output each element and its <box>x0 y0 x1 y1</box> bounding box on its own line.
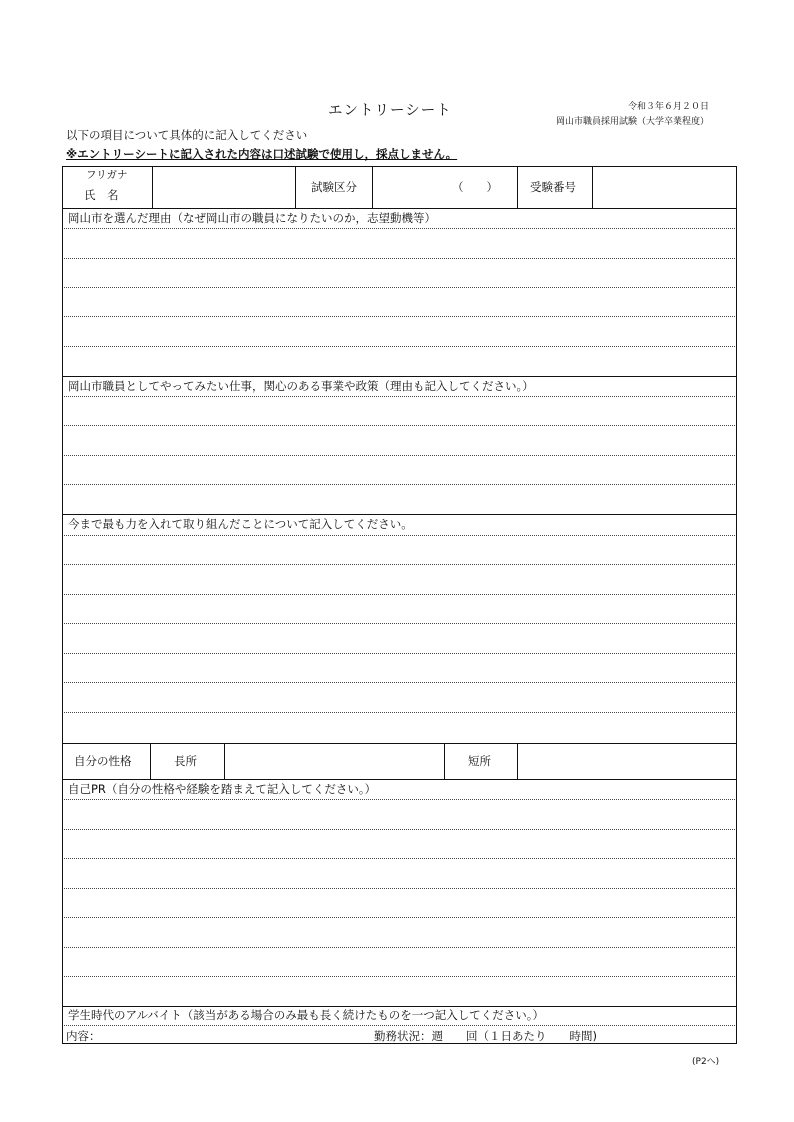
self-pr-line[interactable] <box>64 858 735 859</box>
reason-heading: 岡山市を選んだ理由（なぜ岡山市の職員になりたいのか，志望動機等） <box>68 211 436 225</box>
divider <box>150 743 151 779</box>
name-label: 氏 名 <box>84 188 119 202</box>
form-frame <box>62 166 737 1044</box>
name-field[interactable] <box>153 166 294 208</box>
weakness-label: 短所 <box>468 754 491 768</box>
reason-line[interactable] <box>64 316 735 317</box>
personality-label: 自分の性格 <box>74 754 132 768</box>
work-interest-heading: 岡山市職員としてやってみたい仕事，関心のある事業や政策（理由も記入してください。） <box>68 379 534 393</box>
exam-category-label: 試験区分 <box>311 180 357 194</box>
divider <box>295 166 296 208</box>
notice-text: ※エントリーシートに記入された内容は口述試験で使用し，採点しません。 <box>66 147 458 161</box>
divider <box>62 376 737 377</box>
work-status-text: 勤務状況：週 回（１日あたり 時間) <box>374 1029 597 1043</box>
effort-line[interactable] <box>64 535 735 536</box>
strength-label: 長所 <box>174 754 197 768</box>
effort-line[interactable] <box>64 623 735 624</box>
effort-heading: 今まで最も力を入れて取り組んだことについて記入してください。 <box>68 517 413 531</box>
part-time-line <box>64 1025 735 1026</box>
self-pr-line[interactable] <box>64 917 735 918</box>
divider <box>62 779 737 780</box>
furigana-label: フリガナ <box>86 169 128 181</box>
reason-line[interactable] <box>64 346 735 347</box>
content-label: 内容： <box>66 1029 101 1043</box>
exam-number-label: 受験番号 <box>530 180 576 194</box>
effort-line[interactable] <box>64 594 735 595</box>
effort-line[interactable] <box>64 712 735 713</box>
work-interest-line[interactable] <box>64 455 735 456</box>
page-title: エントリーシート <box>328 103 452 119</box>
reason-line[interactable] <box>64 258 735 259</box>
divider <box>62 514 737 515</box>
weakness-field[interactable] <box>518 744 736 778</box>
self-pr-line[interactable] <box>64 799 735 800</box>
work-interest-line[interactable] <box>64 425 735 426</box>
work-interest-line[interactable] <box>64 484 735 485</box>
self-pr-line[interactable] <box>64 829 735 830</box>
reason-line[interactable] <box>64 287 735 288</box>
next-page-text: (P2へ) <box>692 1057 720 1067</box>
reason-line[interactable] <box>64 228 735 229</box>
strength-field[interactable] <box>225 744 443 778</box>
exam-category-field[interactable]: （ ） <box>452 180 498 194</box>
self-pr-line[interactable] <box>64 947 735 948</box>
divider <box>372 166 373 208</box>
date-text: 令和３年６月２０日 <box>628 102 710 112</box>
exam-name-text: 岡山市職員採用試験（大学卒業程度） <box>556 117 710 127</box>
effort-line[interactable] <box>64 653 735 654</box>
divider <box>62 208 737 209</box>
content-field[interactable] <box>110 1027 360 1042</box>
effort-line[interactable] <box>64 682 735 683</box>
part-time-heading: 学生時代のアルバイト（該当がある場合のみ最も長く続けたものを一つ記入してください。） <box>68 1008 544 1022</box>
self-pr-heading: 自己PR（自分の性格や経験を踏まえて記入してください。） <box>68 782 377 796</box>
self-pr-line[interactable] <box>64 888 735 889</box>
exam-number-field[interactable] <box>593 166 736 208</box>
work-interest-line[interactable] <box>64 396 735 397</box>
instruction-text: 以下の項目について具体的に記入してください <box>66 128 308 142</box>
self-pr-line[interactable] <box>64 976 735 977</box>
divider <box>517 166 518 208</box>
effort-line[interactable] <box>64 564 735 565</box>
divider <box>444 743 445 779</box>
